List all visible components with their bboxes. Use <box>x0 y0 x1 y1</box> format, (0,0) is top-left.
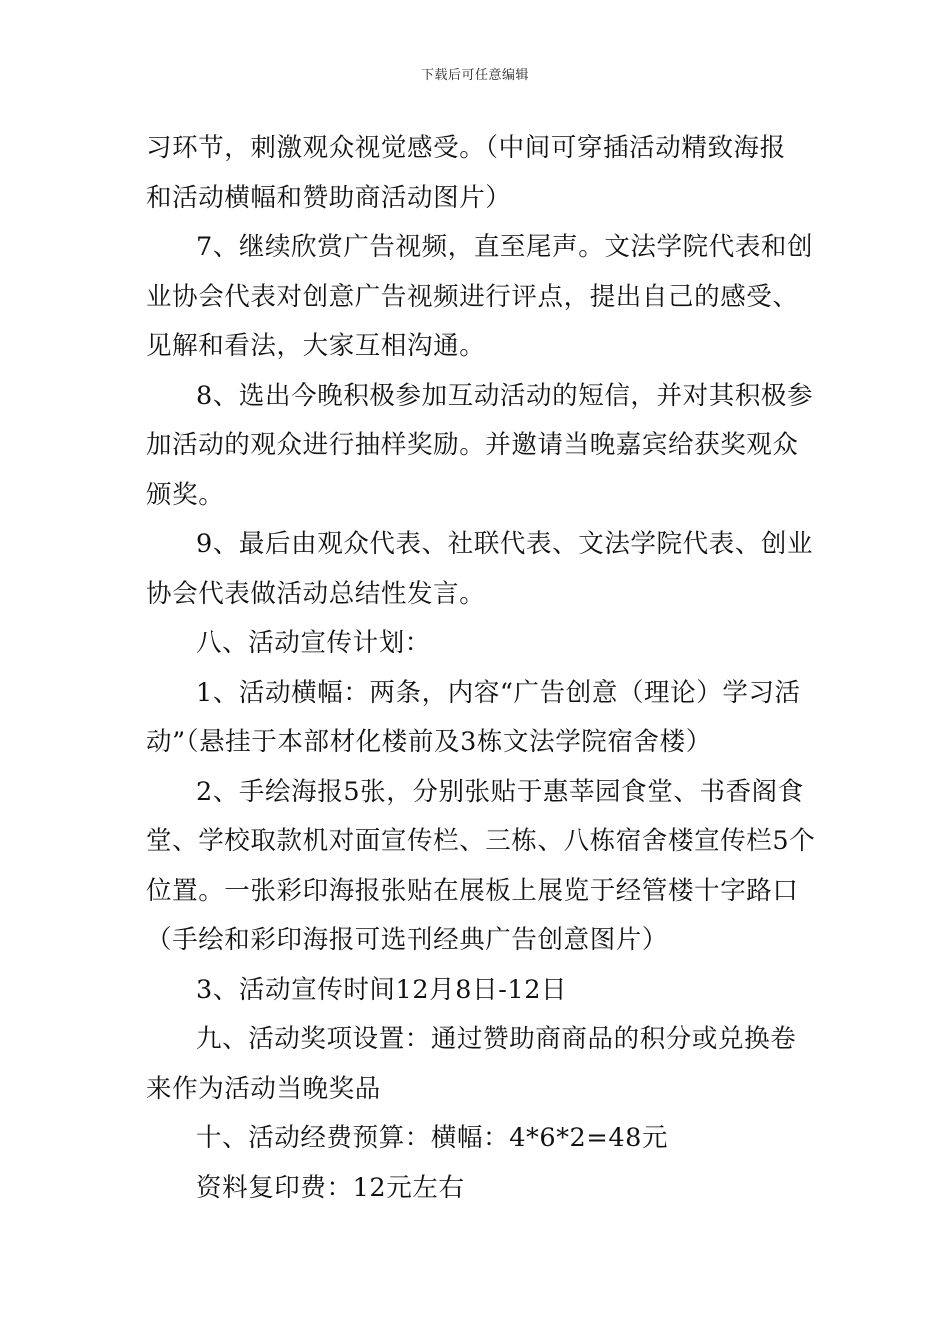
text-line: 八、活动宣传计划： <box>196 628 431 658</box>
text-line: 资料复印费：12元左右 <box>196 1172 465 1203</box>
text-line: 加活动的观众进行抽样奖励。并邀请当晚嘉宾给获奖观众 <box>146 430 799 460</box>
text-line: 协会代表做活动总结性发言。 <box>146 578 486 609</box>
text-line: 九、活动奖项设置：通过赞助商商品的积分或兑换卷 <box>196 1024 797 1054</box>
page-header: 下载后可任意编辑 <box>420 68 529 83</box>
text-line: 堂、学校取款机对面宣传栏、三栋、八栋宿舍楼宣传栏5个 <box>146 826 816 856</box>
text-line: 见解和看法，大家互相沟通。 <box>146 331 486 361</box>
text-line: 和活动横幅和赞助商活动图片） <box>146 182 512 213</box>
text-line: 7、继续欣赏广告视频，直至尾声。文法学院代表和创 <box>196 232 814 262</box>
text-line: 位置。一张彩印海报张贴在展板上展览于经管楼十字路口 <box>146 875 799 906</box>
document-body <box>146 124 816 1213</box>
text-line: 3、活动宣传时间12月8日-12日 <box>196 974 568 1005</box>
text-line: 1、活动横幅：两条，内容“广告创意（理论）学习活 <box>196 677 801 708</box>
text-line: 8、选出今晚积极参加互动活动的短信，并对其积极参 <box>196 380 814 411</box>
text-line: 习环节，刺激观众视觉感受。（中间可穿插活动精致海报 <box>146 133 786 163</box>
text-line: 2、手绘海报5张，分别张贴于惠莘园食堂、书香阁食 <box>196 776 804 807</box>
text-line: 来作为活动当晚奖品 <box>146 1073 381 1104</box>
text-line: 9、最后由观众代表、社联代表、文法学院代表、创业 <box>196 529 814 559</box>
text-line: 业协会代表对创意广告视频进行评点，提出自己的感受、 <box>146 281 799 312</box>
text-line: 十、活动经费预算：横幅：4*6*2=48元 <box>196 1123 669 1153</box>
text-line: 颁奖。 <box>146 479 225 510</box>
text-line: （手绘和彩印海报可选刊经典广告创意图片） <box>146 925 669 955</box>
text-line: 动”（悬挂于本部材化楼前及3栋文法学院宿舍楼） <box>146 727 712 757</box>
